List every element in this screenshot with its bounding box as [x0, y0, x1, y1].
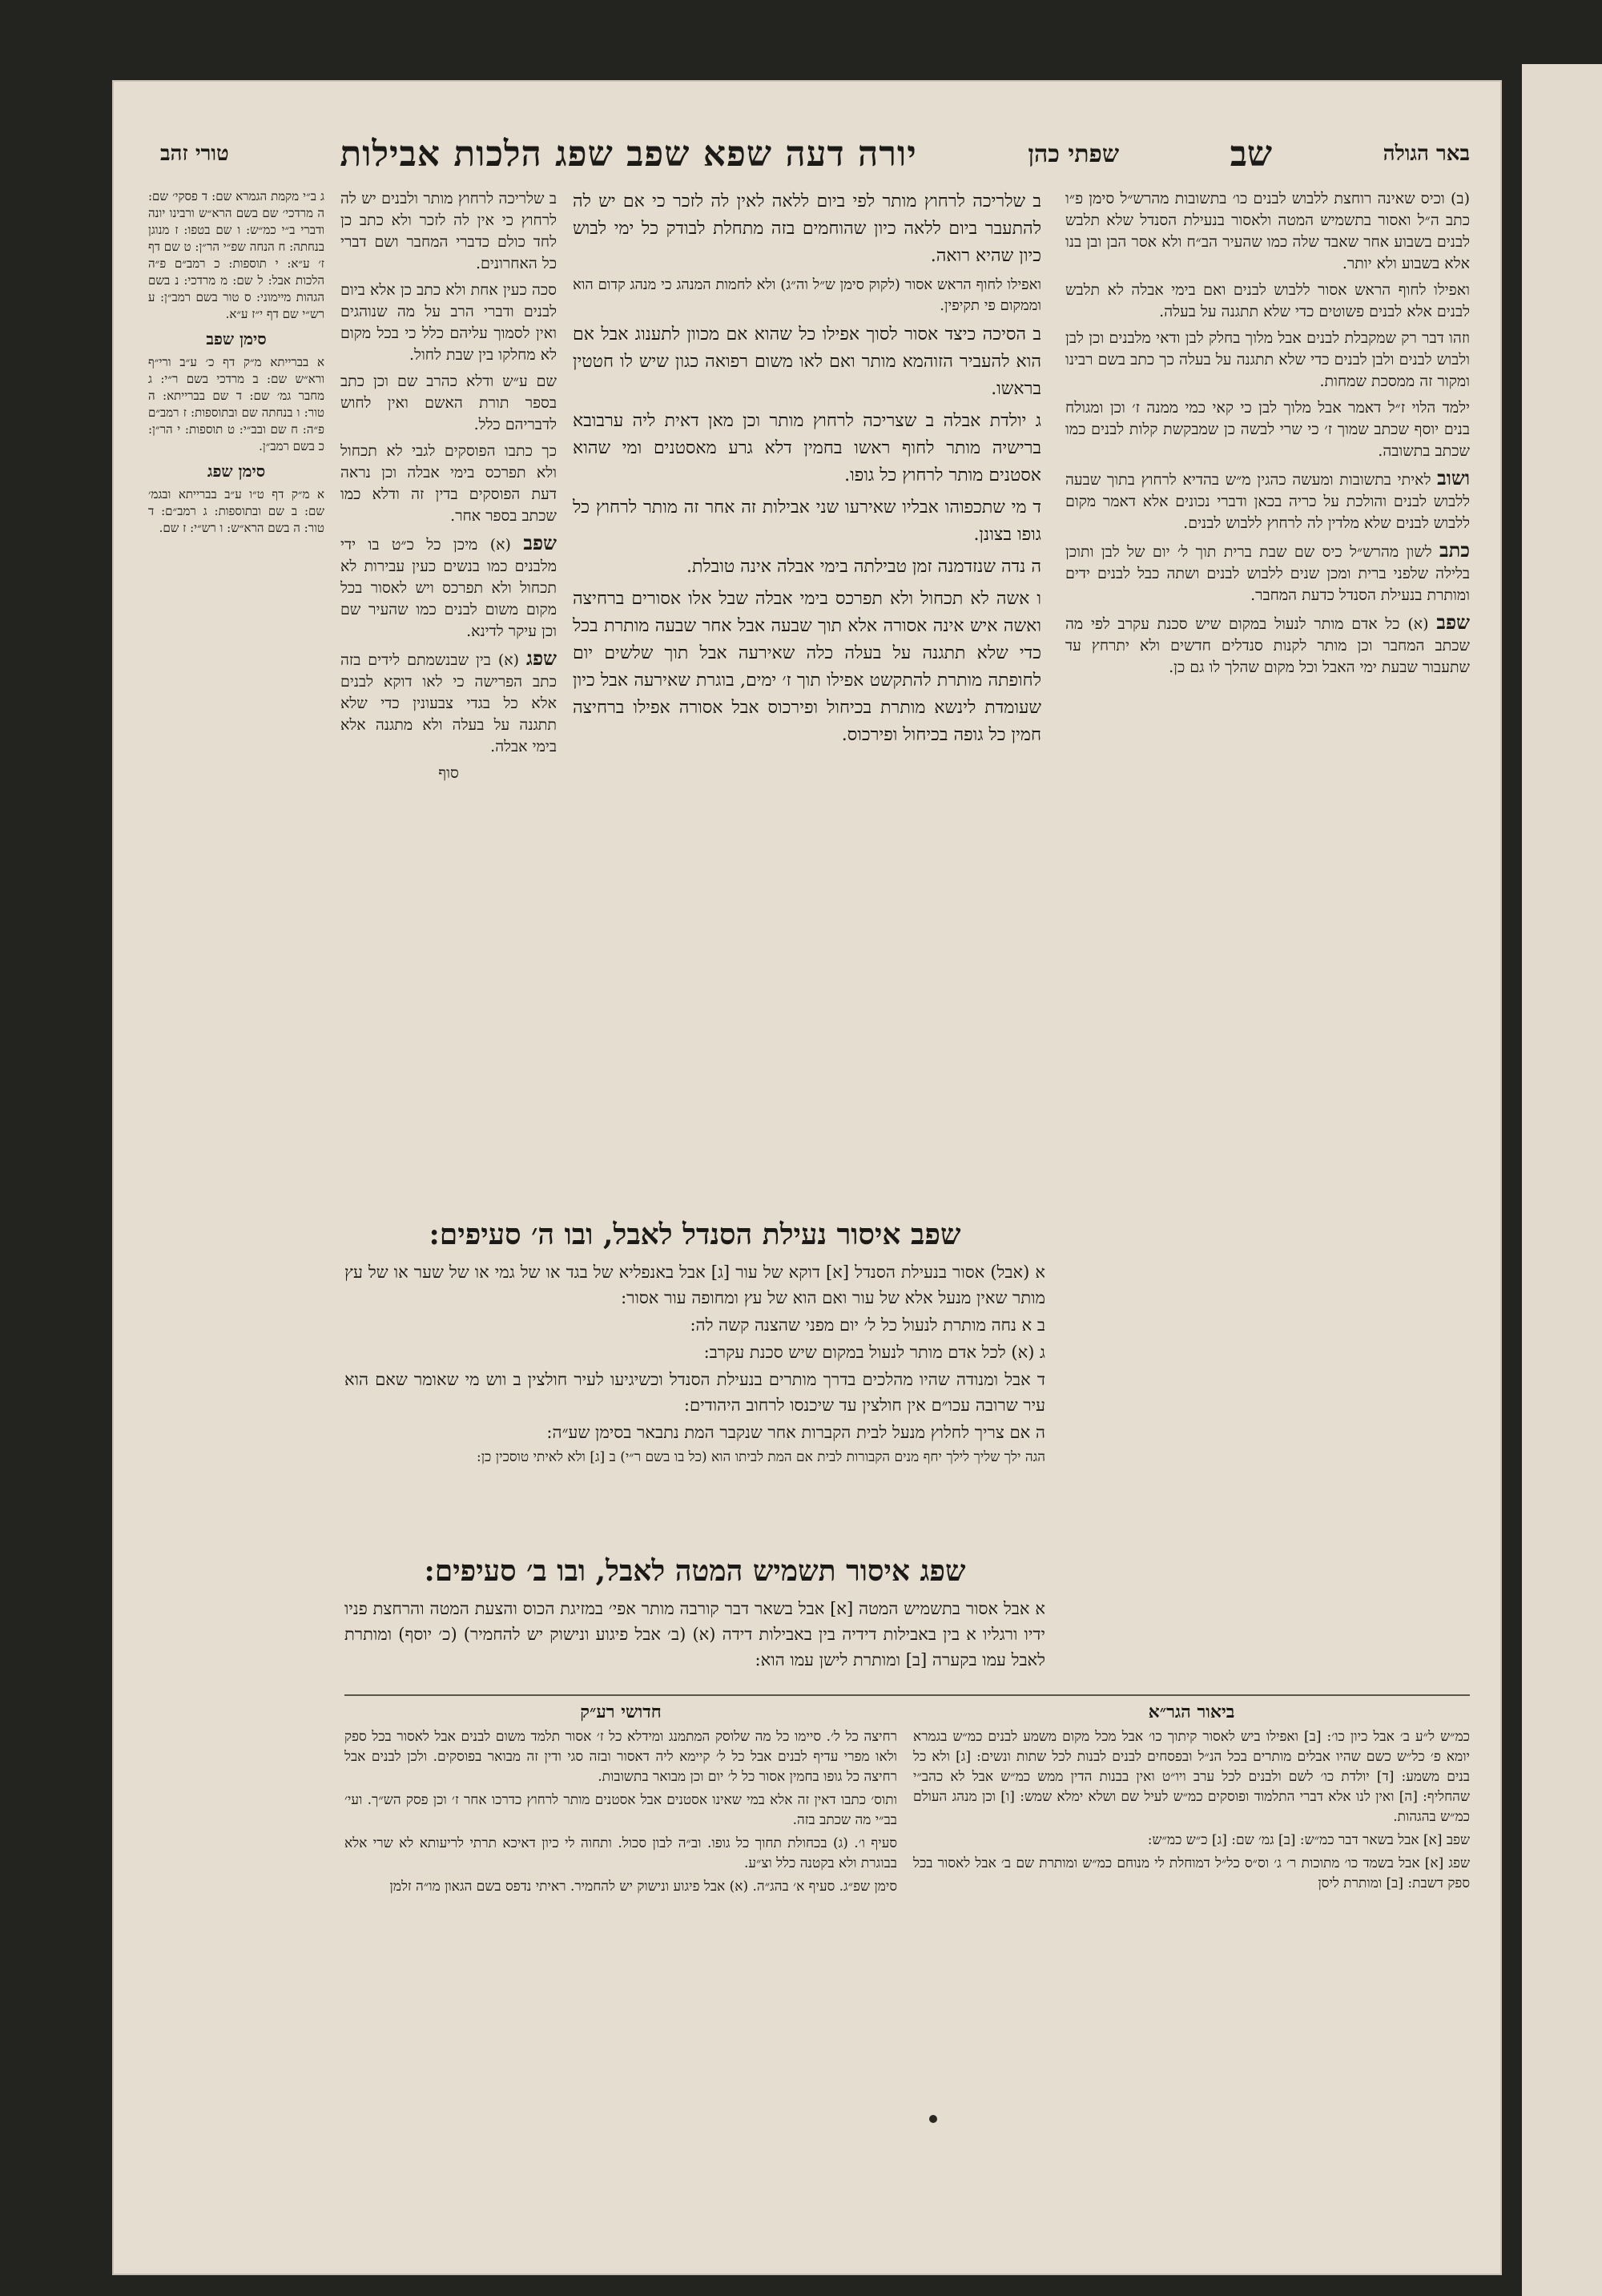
main-paragraph: ג יולדת אבלה ב שצריכה לרחוץ מותר וכן מאן דאית ליה ערבובא ברישיה מותר לחוף ראשו בחמין דלא גרע מאסטנים ומי שהוא אסטנים מותר לרחוץ כל גופו.: [573, 411, 1041, 485]
taz-dhm-shafav: שפב: [1436, 610, 1470, 634]
rak-paragraph: סעיף ו׳. (ג) בכחולת תחוך כל גופו. וב״ה לבון סכול. ותחוה לי כיון דאיכא תרתי לריעותא לא שרי אלא בבוגרת ולא בקטנה כלל וצ״ע.: [344, 1835, 897, 1871]
siman-382-seif: ד אבל ומנודה שהיו מהלכים בדרך מותרים בנעילת הסנדל וכשיגיעו לעיר חולצין ב ווש מי שאומר שאם הוא עיר שרובה עכו״ם אין חולצין עד שיכנסו לרחוב היהודים:: [344, 1370, 1045, 1415]
shach-paragraph: כך כתבו הפוסקים לגבי לא תכחול ולא תפרכס בימי אבלה וכן נראה דעת הפוסקים בדין זה ודלא כמו שכתב בספר אחר.: [340, 442, 557, 525]
beer-paragraph: ג ב״י מקמת הגמרא שם: ד פסקי׳ שם: ה מרדכי׳ שם בשם הרא״ש ורבינו יונה ודברי ב״י כמ״ש: ו שם בטפו: ז מנוגן בנחתה: ח הנחה שפ״י הר״ן: ט שם דף ז׳ ע״א: י תוספות: כ רמב״ם פ״ה הלכות אבל: ל שם: מ מרדכי: נ בשם הגהות מיימוני: ס טור בשם רמב״ן: ע רש״י שם דף י״ז ע״א.: [148, 189, 324, 321]
gra-paragraph: כמ״ש ל״ע ב׳ אבל כיון כו׳: [ב] ואפילו ביש לאסור קיתוך כו׳ אבל מכל מקום משמע לבנים כמ״ש בגמרא יומא פ׳ כל״ש כשם שהיו אבלים מותרים בכל הנ״ל ובפסחים לבנים לבנות לכל שתות ונשים: [ג] ולא כל בנים משמע: [ד] יולדת כו׳ לשם ולבנים לכל ערב ויו״ט ואין בבנות הדין ממש כמ״ש אבל לא כהב״י שהחליף: [ה] ואין לנו אלא דברי התלמוד ופוסקים כמ״ש לעיל שם ושלא ימלא שמש: [ו] וכן מנהג העולם כמ״ש בהגהות.: [913, 1729, 1470, 1825]
taz-paragraph: ואפילו לחוף הראש אסור ללבוש לבנים ואם בימי אבלה לא תלבש לבנים אלא לבנים פשוטים כדי שלא תתגנה על בעלה.: [1065, 281, 1470, 320]
taz-paragraph: (ב) וכיס שאינה רוחצת ללבוש לבנים כו׳ בתשובות מהרש״ל סימן פ״ו כתב ה״ל ואסור בתשמיש המטה ולאסור בנעילת הסנדל שלא תלבש לבנים בשבוע אחר שאבד שלה כמו שהעיר הב״ח ולא אסר הבן ובן בנו אלא בשבוע ולא יותר.: [1065, 190, 1470, 272]
shach-shafav-text: (א) מיכן כל כ״ט בו ידי מלבנים כמו בנשים כעין עבירות לא תכחול ולא תפרכס ויש לאסור בכל מקום משום לבנים כמו שהעיר שם וכן עיקר לדינא.: [340, 536, 557, 640]
siman-383-title: שפג איסור תשמיש המטה לאבל, ובו ב׳ סעיפים:: [424, 1554, 966, 1588]
shach-paragraph: ב שלריכה לרחוץ מותר ולבנים יש לה לרחוץ כי אין לה לזכר ולא כתב כן לחד כולם כדברי המחבר ושם דברי כל האחרונים.: [340, 190, 557, 272]
rak-title: חדושי רע״ק: [580, 1702, 662, 1722]
header-running-title: יורה דעה שפא שפב שפג הלכות אבילות: [340, 133, 917, 175]
rak-paragraph: ותוס׳ כתבו דאין זה אלא במי שאינו אסטנים אבל אסטנים מותר לרחוץ כדרכו אחר ז׳ וכן פסק הש״ך. ועי׳ בב״י מה שכתב בזה.: [344, 1792, 897, 1828]
taz-dhm-vshov: ושוב: [1437, 466, 1470, 489]
main-text-column: [573, 188, 1041, 1198]
taz-column: [1065, 188, 1470, 1550]
siman-382: [344, 1218, 1045, 1469]
shach-end: סוף: [438, 764, 459, 782]
header-folio: שב: [1230, 133, 1273, 175]
siman-382-hagah: הגה ילך שליך לילך יחף מנים הקבורות לבית אם המת לביתו הוא (כל בו בשם ר״י) ב [ג] ולא לאיתי טוסכין כן:: [477, 1449, 1045, 1465]
header-shiftei-kohen: שפתי כהן: [1028, 139, 1120, 168]
main-paragraph: ו אשה לא תכחול ולא תפרכס בימי אבלה שבל אלו אסורים ברחיצה ואשה איש אינה אסורה אלא תוך שבעה אבל אחר שבעה מותרת בכל כדי שלא תתגנה על בעלה כלה שאירעה אבל תוך שלשים יום לחופתה מותרת להתקשט אפילו תוך ז׳ ימים, בוגרת שאירעה אבל כיון שעומדת לינשא מותרת בכיחול ופירכוס אבל אסורה אפילו ברחיצה חמין כל גופה בכיחול ופירכוס.: [573, 589, 1041, 745]
taz-vshov-text: לאיתי בתשובות ומעשה כהגין מ״ש בהדיא לרחוץ בתוך שבעה ללבוש לבנים והולכת על כריה בכאן ודברי נכונים אלא דאמר מקום ללבוש לבנים שלא מלדין לה לרחוץ ללבוש לבנים.: [1065, 471, 1470, 532]
siman-382-seif: ג (א) לכל אדם מותר לנעול במקום שיש סכנת עקרב:: [703, 1343, 1045, 1362]
header-beer-hagolah: באר הגולה: [1383, 142, 1470, 166]
shach-dhm-shafag: שפג: [526, 647, 557, 670]
gra-paragraph: שפב [א] אבל בשאר דבר כמ״ש: [ב] גמ׳ שם: [ג] כ״ש כמ״ש:: [1147, 1832, 1470, 1848]
beer-siman-382-head: סימן שפב: [206, 329, 267, 348]
header-turei-zahav: טורי זהב: [160, 142, 229, 166]
taz-shafav-text: (א) כל אדם מותר לנעול במקום שיש סכנת עקרב לפי מה שכתב המחבר וכן מותר לקנות סנדלים חדשים ולא יתרחץ עד שתעבור שבעת ימי האבל וכל מקום שהלך לו גם כן.: [1065, 615, 1470, 676]
beer-hagolah-column: [148, 188, 324, 1951]
main-paragraph: ב הסיכה כיצד אסור לסוך אפילו כל שהוא אם מכוון לתענוג אבל אם הוא להעביר הזוהמא מותר ואם לאו משום רפואה כגון שיש לו חטטין בראשו.: [573, 324, 1041, 399]
main-paragraph: ואפילו לחוף הראש אסור (לקוק סימן ש״ל וה״ג) ולא לחמות המנהג כי מנהג קדום הוא וממקום פי תקיפין.: [573, 276, 1041, 314]
siman-382-title: שפב איסור נעילת הסנדל לאבל, ובו ה׳ סעיפים:: [429, 1218, 961, 1251]
book-page: [112, 80, 1502, 2275]
main-paragraph: ד מי שתכפוהו אבליו שאירעו שני אבילות זה אחר זה מותר לרחוץ כל גופו בצונן.: [573, 497, 1041, 545]
shach-paragraph: שם ע״ש ודלא כהרב שם וכן כתב בספר תורת האשם ואין לחוש לדבריהם כלל.: [340, 373, 557, 433]
taz-paragraph: וזהו דבר רק שמקבלת לבנים אבל מלוך בחלק לבן ודאי מלבנים וכן לבן ולבוש לבנים ולבן לבנים כדי שלא תתגנה על בעלה כך כתב בשם רבינו ומקור זה ממסכת שמחות.: [1065, 329, 1470, 390]
gra-paragraph: שפג [א] אבל בשמד כו׳ מתוכות ר׳ ג׳ וס״ס כל״ל דמוחלת לי מנוחם כמ״ש ומותרת שם ב׳ אבל לאסור בכל ספק דשבת: [ב] ומותרת ליסן: [913, 1855, 1470, 1891]
page-dot: [929, 2115, 937, 2123]
taz-paragraph: ילמד הלוי ז״ל דאמר אבל מלוך לבן כי קאי כמי ממנה ז׳ וכן ומגולח בנים יוסף שכתב שמוך ז׳ כי שרי לבשה כן שמבקשת קלות לבנים כמו שכתב בתשובה.: [1065, 399, 1470, 460]
gra-title: ביאור הגר״א: [1148, 1702, 1235, 1722]
rak-column: [344, 1702, 897, 2175]
main-paragraph: ה נדה שנזדמנה זמן טבילתה בימי אבלה אינה טובלת.: [686, 557, 1041, 577]
siman-382-seif: א (אבל) אסור בנעילת הסנדל [א] דוקא של עור [ג] אבל באנפליא של בגד או של גמי או של שער או של עץ מותר שאין מנעל אלא של עור ואם הוא של עץ ומחופה עור אסור:: [344, 1263, 1045, 1307]
beer-siman-383-head: סימן שפג: [207, 461, 266, 481]
shach-paragraph: סכה כעין אחת ולא כתב כן אלא ביום לבנים ודברי הרב על מה שנוהגים ואין לסמוך עליהם כלל כי בכל מקום לא מחלקו בין שבת לחול.: [340, 281, 557, 364]
rak-paragraph: סימן שפ״ג. סעיף א׳ בהג״ה. (א) אבל פיגוע ונישוק יש להחמיר. ראיתי נדפס בשם הגאון מו״ה זלמן: [389, 1879, 897, 1895]
beer-siman-383-text: א מ״ק דף ט״ו ע״ב בברייתא ובגמ׳ שם: ב שם ובתוספות: ג רמב״ם: ד טור: ה בשם הרא״ש: ו רש״י: ז שם.: [148, 487, 324, 535]
siman-382-seif: ב א נחה מותרת לנעול כל ל׳ יום מפני שהצנה קשה לה:: [690, 1315, 1045, 1335]
bottom-separator: [344, 1694, 1470, 1696]
shach-column: [340, 188, 557, 1198]
main-paragraph: ב שלריכה לרחוץ מותר לפי ביום ללאה לאין לה לזכר כי אם יש לה להתעבר ביום ללאה כיון שהוחמים בזה מתחלת לבודק כל ימי לבוש כיון שהיא רואה.: [573, 191, 1041, 266]
next-page-edge: [1522, 64, 1602, 2296]
gra-column: [913, 1702, 1470, 2175]
siman-383: [344, 1554, 1045, 1674]
running-header: [160, 130, 1470, 178]
siman-382-seif: ה אם צריך לחלוץ מנעל לבית הקברות אחר שנקבר המת נתבאר בסימן שע״ה:: [546, 1423, 1045, 1442]
shach-dhm-shafav: שפב: [523, 531, 557, 554]
siman-383-seif: א אבל אסור בתשמיש המטה [א] אבל בשאר דבר קורבה מותר אפי׳ במזיגת הכוס והצעת המטה והרחצת פניו ידיו ורגליו א בין באבילות דידיה בין באבילות דידה (א) (ב׳ אבל פיגוע ונישוק יש להחמיר) (כ׳ יוסף) ומותרת לאבל עמו בקערה [ב] ומותרת לישן עמו הוא:: [344, 1599, 1045, 1670]
beer-siman-382-text: א בברייתא מ״ק דף כ׳ ע״ב ורי״ף ורא״ש שם: ב מרדכי בשם ר״י: ג מחבר גמ׳ שם: ד שם בברייתא: ה טור: ו בנחתה שם ובתוספות: ז רמב״ם פ״ה: ח שם ובב״י: ט תוספות: י הר״ן: כ בשם רמב״ן.: [148, 355, 324, 453]
taz-katav-text: לשון מהרש״ל כיס שם שבת ברית תוך ל׳ יום של לבן ותוכן בלילה שלפני ברית ומכן שנים ללבוש לבנים ושתה כבל לבנים ידים ומותרת בנעילת הסנדל כדעת המחבר.: [1065, 543, 1470, 604]
taz-dhm-katav: כתב: [1439, 538, 1470, 562]
shach-shafag-text: (א) בין שבנשמתם לידים בזה כתב הפרישה כי לאו דוקא לבנים אלא כל בגדי צבעונין כדי שלא תתגנה על בעלה ולא מתגנה אלא בימי אבלה.: [340, 651, 557, 755]
rak-paragraph: רחיצה כל ל׳. סיימו כל מה שלוסק המתמנג ומידלא כל ז׳ אסור תלמד משום לבנים אבל לאסור בכל ספק ולאו מפרי עדיף לבנים אבל כל ל׳ קיימא ליה דאסור ובזה סגי ודין זה מבואר בפוסקים. ולכן לבנים אבל רחיצה כל גופו בחמין אסור כל ל׳ יום וכן מבואר בתשובות.: [344, 1729, 897, 1785]
